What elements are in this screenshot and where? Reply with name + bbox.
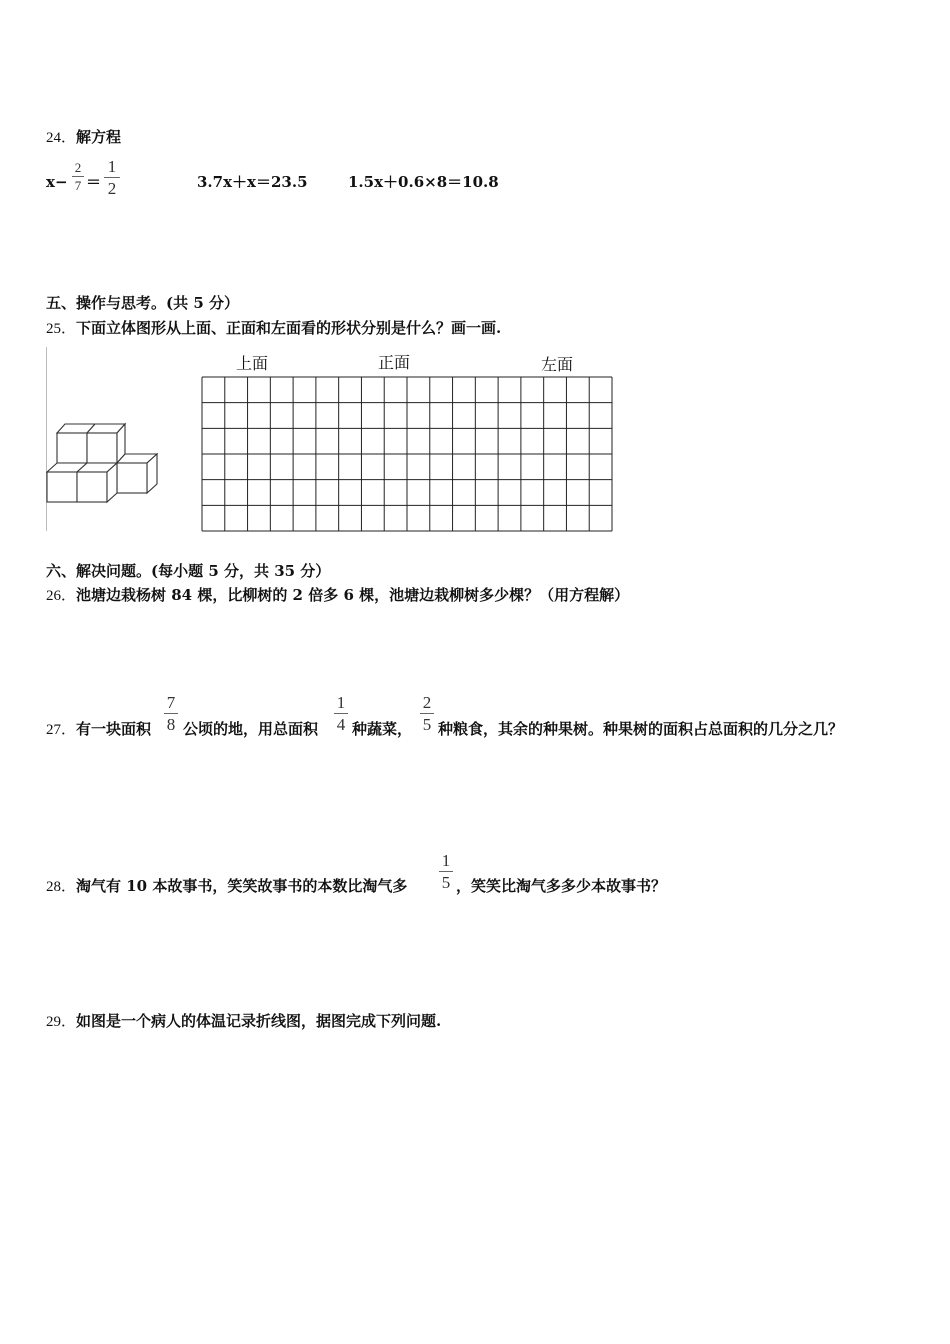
- fraction-2-5: [420, 693, 434, 734]
- question-text-part-2: 公顷的地，用总面积: [183, 720, 319, 738]
- equation-1-fraction-2: [104, 157, 120, 198]
- question-text-part-4: 种粮食，其余的种果树。种果树的面积占总面积的几分之几？: [438, 720, 844, 738]
- question-text-part-3: 种蔬菜，: [352, 720, 413, 738]
- numerator: 2: [422, 693, 432, 712]
- question-29: [46, 1011, 441, 1032]
- question-number: 27．: [46, 722, 77, 738]
- section-5-heading: 五、操作与思考。(共 5 分）: [46, 294, 239, 312]
- fraction-1-5: [439, 851, 453, 892]
- question-24-heading: [46, 127, 121, 148]
- equation-1-equals: ＝: [86, 173, 102, 191]
- question-25: [46, 318, 501, 339]
- denominator: 2: [107, 179, 117, 198]
- question-number: 24．: [46, 130, 77, 146]
- equation-2: 3.7x＋x＝23.5: [197, 173, 308, 191]
- denominator: 5: [422, 715, 432, 734]
- question-26: [46, 585, 629, 606]
- numerator: 7: [166, 693, 176, 712]
- denominator: 7: [74, 178, 82, 193]
- equation-1-fraction-1: [72, 160, 84, 193]
- question-number: 25．: [46, 321, 77, 337]
- question-text: 下面立体图形从上面、正面和左面看的形状分别是什么？画一画.: [76, 319, 502, 337]
- fraction-1-4: [334, 693, 348, 734]
- equation-3: 1.5x＋0.6×8＝10.8: [348, 173, 499, 191]
- question-number: 29．: [46, 1014, 77, 1030]
- fraction-7-8: [164, 693, 178, 734]
- numerator: 1: [441, 851, 451, 870]
- question-text: 池塘边栽杨树 84 棵，比柳树的 2 倍多 6 棵，池塘边栽柳树多少棵？（用方程解）: [76, 586, 630, 604]
- cube-solid-figure: [46, 420, 162, 505]
- question-text: 如图是一个病人的体温记录折线图，据图完成下列问题.: [76, 1012, 442, 1030]
- label-front-view: 正面: [378, 355, 411, 372]
- numerator: 2: [74, 160, 82, 175]
- question-number: 26．: [46, 588, 77, 604]
- question-text-part-2: ，笑笑比淘气多多少本故事书？: [456, 877, 667, 895]
- label-left-view: 左面: [541, 357, 574, 374]
- question-number: 28．: [46, 879, 77, 895]
- equation-1-x: x−: [46, 173, 68, 191]
- question-title: 解方程: [76, 128, 122, 146]
- denominator: 4: [336, 715, 346, 734]
- question-27: [46, 719, 151, 740]
- question-text-part-1: 有一块面积: [76, 720, 152, 738]
- drawing-grid[interactable]: [201, 376, 613, 532]
- question-28: [46, 876, 407, 897]
- denominator: 8: [166, 715, 176, 734]
- label-top-view: 上面: [236, 356, 269, 373]
- denominator: 5: [441, 873, 451, 892]
- numerator: 1: [336, 693, 346, 712]
- section-6-heading: 六、解决问题。(每小题 5 分，共 35 分）: [46, 562, 331, 580]
- question-text-part-1: 淘气有 10 本故事书，笑笑故事书的本数比淘气多: [76, 877, 408, 895]
- numerator: 1: [107, 157, 117, 176]
